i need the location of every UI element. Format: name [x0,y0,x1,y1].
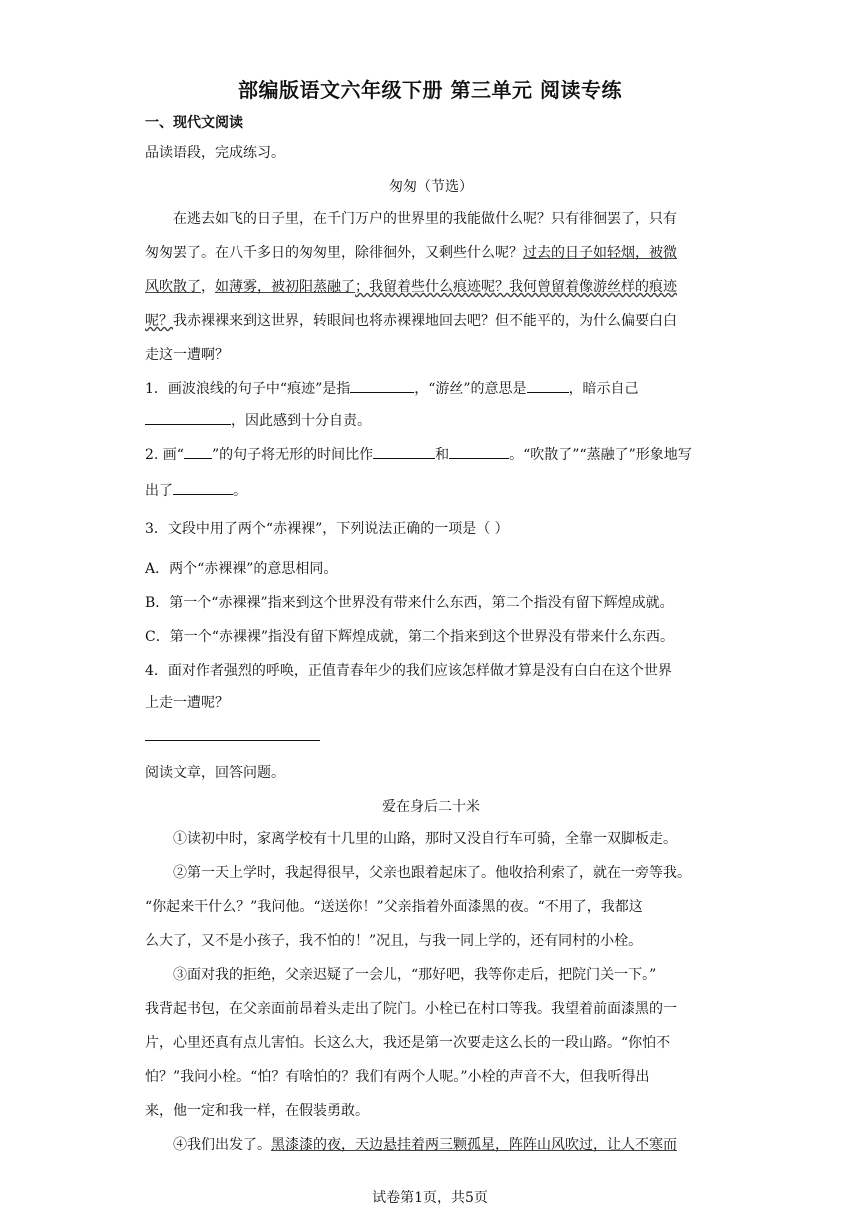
page-footer: 试卷第1页，共5页 [372,1190,488,1206]
page-title: 部编版语文六年级下册 第三单元 阅读专练 [238,78,622,102]
passage-line: 在逃去如飞的日子里，在千门万户的世界里的我能做什么呢？只有徘徊罢了，只有 [173,211,677,227]
passage-line: 片，心里还真有点儿害怕。长这么大，我还是第一次要走这么长的一段山路。“你怕不 [145,1035,671,1051]
passage-line: ③面对我的拒绝，父亲迟疑了一会儿，“那好吧，我等你走后，把院门关一下。” [173,967,657,983]
passage-line: 么大了，又不是小孩子，我不怕的！”况且，与我一同上学的，还有同村的小栓。 [145,933,643,949]
question-4: 4．面对作者强烈的呼唤，正值青春年少的我们应该怎样做才算是没有白白在这个世界 [145,663,672,679]
answer-blank[interactable] [145,410,231,425]
passage-line: 风吹散了，如薄雾，被初阳蒸融了；我留着些什么痕迹呢？我何曾留着像游丝样的痕迹 [145,279,677,295]
wavy-sentence: ；我留着些什么痕迹呢？我何曾留着像游丝样的痕迹 [355,279,677,295]
underlined-sentence: 黑漆漆的夜，天边悬挂着两三颗孤星，阵阵山风吹过，让人不寒而 [271,1137,677,1153]
question-3: 3．文段中用了两个“赤裸裸”，下列说法正确的一项是（ ） [145,521,509,537]
section-heading: 一、现代文阅读 [145,115,243,131]
question-2-cont: 出了 。 [145,480,717,500]
passage-line: “你起来干什么？”我问他。“送送你！”父亲指着外面漆黑的夜。“不用了，我都这 [145,899,643,915]
question-2: 2. 画“ ”的句子将无形的时间比作 和 。“吹散了”“蒸融了”形象地写 [145,444,717,464]
question-4-cont: 上走一遭呢？ [145,695,229,711]
option-a[interactable]: A．两个“赤裸裸”的意思相同。 [145,561,338,577]
passage-line: ①读初中时，家离学校有十几里的山路，那时又没自行车可骑，全靠一双脚板走。 [173,831,677,847]
underlined-sentence: 过去的日子如轻烟，被微 [523,245,677,261]
passage-line: ④我们出发了。黑漆漆的夜，天边悬挂着两三颗孤星，阵阵山风吹过，让人不寒而 [173,1137,677,1153]
underlined-sentence: 如薄雾，被初阳蒸融了 [215,279,355,295]
answer-blank[interactable] [350,378,414,393]
answer-blank[interactable] [173,480,233,495]
instruction-text: 阅读文章，回答问题。 [145,765,285,781]
passage-line: 呢？我赤裸裸来到这世界，转眼间也将赤裸裸地回去吧？但不能平的，为什么偏要白白 [145,313,677,329]
passage-heading: 爱在身后二十米 [382,799,480,815]
passage-heading: 匆匆（节选） [389,179,473,195]
wavy-sentence: 呢？ [145,313,173,329]
underlined-sentence: 风吹散了 [145,279,201,295]
option-c[interactable]: C．第一个“赤裸裸”指没有留下辉煌成就，第二个指来到这个世界没有带来什么东西。 [145,629,675,645]
passage-line: 来，他一定和我一样，在假装勇敢。 [145,1103,369,1119]
question-1: 1．画波浪线的句子中“痕迹”是指 ，“游丝”的意思是 ，暗示自己 [145,378,717,398]
passage-line: 怕？”我问小栓。“怕？有啥怕的？我们有两个人呢。”小栓的声音不大，但我听得出 [145,1069,650,1085]
line-marker [184,444,212,459]
question-1-cont: ，因此感到十分自责。 [145,410,717,430]
answer-blank[interactable] [373,444,435,459]
answer-line[interactable] [145,740,320,741]
passage-line: ②第一天上学时，我起得很早，父亲也跟着起床了。他收拾利索了，就在一旁等我。 [173,865,691,881]
instruction-text: 品读语段，完成练习。 [145,145,285,161]
option-b[interactable]: B．第一个“赤裸裸”指来到这个世界没有带来什么东西，第二个指没有留下辉煌成就。 [145,595,674,611]
passage-line: 走这一遭啊？ [145,347,229,363]
answer-blank[interactable] [449,444,509,459]
answer-blank[interactable] [527,378,569,393]
passage-line: 我背起书包，在父亲面前昂着头走出了院门。小栓已在村口等我。我望着前面漆黑的一 [145,1001,677,1017]
passage-line: 匆匆罢了。在八千多日的匆匆里，除徘徊外，又剩些什么呢？过去的日子如轻烟，被微 [145,245,677,261]
